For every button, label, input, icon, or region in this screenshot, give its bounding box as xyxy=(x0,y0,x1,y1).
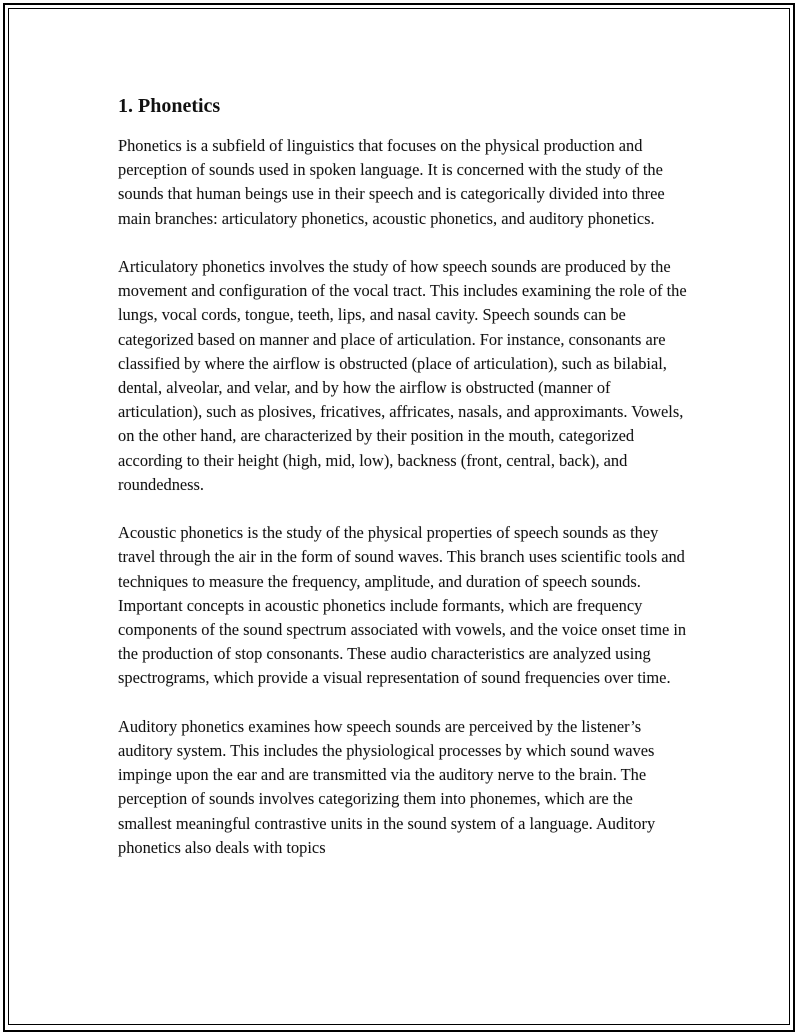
paragraph-auditory: Auditory phonetics examines how speech sounds are perceived by the listener’s auditory system. This includes the physiological processes by which sound waves impinge upon the ear and are transmitted via the auditory nerve to the brain. The perception of sounds involves categorizing them into phonemes, which are the smallest meaningful contrastive units in the sound system of a language. Auditory phonetics also deals with topics xyxy=(118,716,656,857)
paragraph-intro: Phonetics is a subfield of linguistics that focuses on the physical production and perception of sounds used in spoken language. It is concerned with the study of the sounds that human beings use in their speech and is categorically divided into three main branches: articulatory phonetics, acoustic phonetics, and auditory phonetics. xyxy=(118,136,665,228)
paragraph-articulatory: Articulatory phonetics involves the study of how speech sounds are produced by the movement and configuration of the vocal tract. This includes examining the role of the lungs, vocal cords, tongue, teeth, lips, and nasal cavity. Speech sounds can be categorized based on manner and place of articulation. For instance, consonants are classified by where the airflow is obstructed (place of articulation), such as bilabial, dental, alveolar, and velar, and by how the airflow is obstructed (manner of articulation), such as plosives, fricatives, affricates, nasals, and approximants. Vowels, on the other hand, are characterized by their position in the mouth, categorized according to their height (high, mid, low), backness (front, central, back), and roundedness. xyxy=(118,257,687,494)
paragraph-acoustic: Acoustic phonetics is the study of the physical properties of speech sounds as they travel through the air in the form of sound waves. This branch uses scientific tools and techniques to measure the frequency, amplitude, and duration of speech sounds. Important concepts in acoustic phonetics include formants, which are frequency components of the sound spectrum associated with vowels, and the voice onset time in the production of stop consonants. These audio characteristics are analyzed using spectrograms, which provide a visual representation of sound frequencies over time. xyxy=(118,523,687,688)
section-heading: 1. Phonetics xyxy=(118,95,221,117)
document-body xyxy=(118,92,688,884)
